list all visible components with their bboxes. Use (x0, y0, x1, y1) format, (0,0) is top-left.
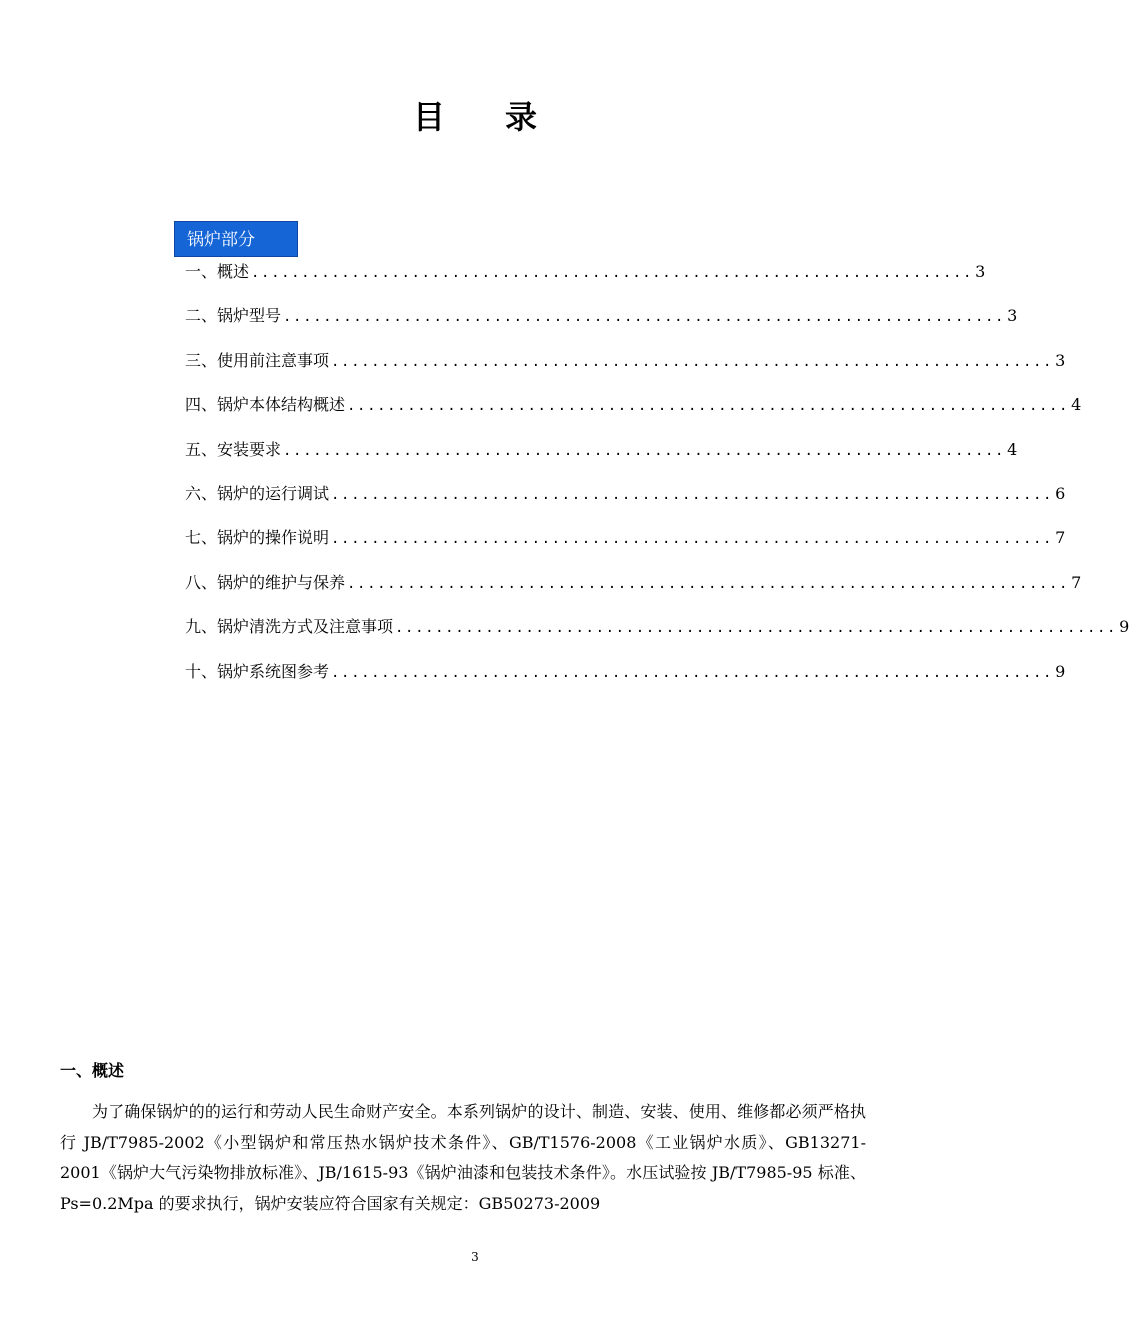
toc-entry[interactable] (185, 617, 1129, 661)
toc-entry-label: 六、锅炉的运行调试 (185, 483, 330, 503)
toc-entry-label: 九、锅炉清洗方式及注意事项 (185, 617, 394, 637)
toc-entry-page: 7 (1055, 528, 1066, 548)
body-paragraph: 为了确保锅炉的的运行和劳动人民生命财产安全。本系列锅炉的设计、制造、安装、使用、维修都必须严格执行 JB/T7985-2002《小型锅炉和常压热水锅炉技术条件》、GB/T1576-2008《工业锅炉水质》、GB13271-2001《锅炉大气污染物排放标准》、JB/1615-93《锅炉油漆和包装技术条件》。水压试验按 JB/T7985-95 标准、Ps=0.2Mpa 的要求执行，锅炉安装应符合国家有关规定：GB50273-2009 (60, 1102, 866, 1213)
title-char-1: 目 (412, 98, 445, 136)
toc-entry-page: 4 (1071, 395, 1082, 415)
toc-entry-page: 7 (1071, 572, 1082, 592)
toc-entry-page: 6 (1055, 483, 1066, 503)
toc-entry-label: 八、锅炉的维护与保养 (185, 572, 346, 592)
toc-entry-label: 四、锅炉本体结构概述 (185, 395, 346, 415)
toc-entry-page: 4 (1007, 439, 1018, 459)
toc-entry[interactable] (185, 395, 1082, 439)
toc-entry-label: 一、概述 (185, 262, 250, 281)
toc-entry[interactable] (185, 439, 1018, 484)
toc-leader: ........................................................................ (331, 531, 1054, 548)
toc-entry-label: 三、使用前注意事项 (185, 350, 330, 370)
toc-leader: ........................................................................ (331, 486, 1054, 503)
toc-entry[interactable] (185, 306, 1018, 350)
toc-leader: ........................................................................ (331, 353, 1054, 370)
toc-leader: ........................................................................ (283, 309, 1006, 326)
toc-entry-page: 9 (1055, 661, 1066, 681)
toc-leader: ........................................................................ (251, 265, 974, 281)
toc-entry-label: 二、锅炉型号 (185, 306, 282, 326)
toc-entry-page: 3 (1007, 306, 1018, 326)
section-body (60, 1097, 866, 1219)
toc-leader: ........................................................................ (347, 398, 1070, 415)
toc-entry-label: 七、锅炉的操作说明 (185, 528, 330, 548)
page-number: 3 (471, 1250, 479, 1264)
toc-leader: ........................................................................ (283, 442, 1006, 459)
toc-leader: ........................................................................ (331, 664, 1054, 681)
section-heading: 一、概述 (60, 1061, 125, 1080)
page-title (0, 92, 950, 138)
toc-entry-label: 十、锅炉系统图参考 (185, 661, 330, 681)
toc-entry-page: 3 (975, 262, 986, 281)
toc-list (185, 262, 1129, 706)
toc-entry[interactable] (185, 572, 1082, 617)
toc-entry-label: 五、安装要求 (185, 439, 282, 459)
toc-leader: ........................................................................ (347, 575, 1070, 592)
toc-entry[interactable] (185, 528, 1066, 572)
toc-leader: ........................................................................ (395, 620, 1118, 637)
toc-entry-page: 9 (1119, 617, 1129, 637)
toc-entry-page: 3 (1055, 350, 1066, 370)
toc-entry[interactable] (185, 661, 1066, 706)
toc-entry[interactable] (185, 483, 1066, 528)
section-tag: 锅炉部分 (174, 221, 298, 257)
title-char-2: 录 (505, 98, 538, 136)
toc-entry[interactable] (185, 350, 1066, 395)
toc-entry[interactable] (185, 262, 986, 306)
